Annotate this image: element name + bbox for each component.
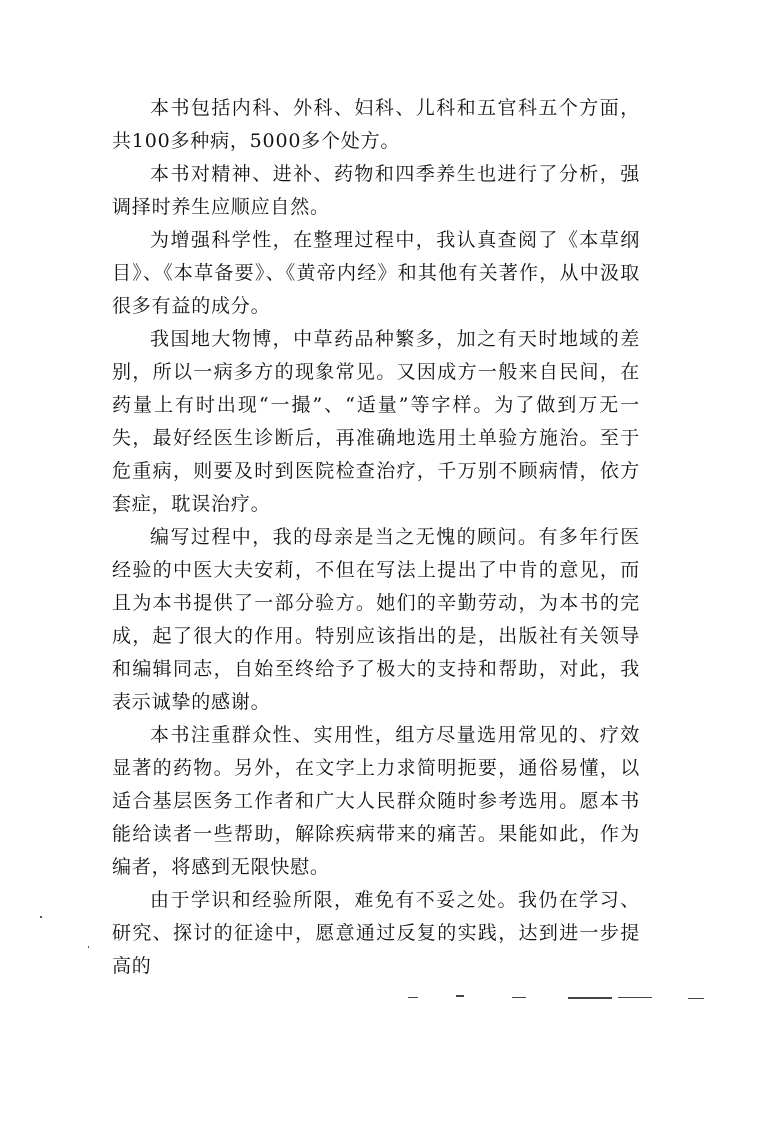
paragraph-practicality: 本书注重群众性、实用性，组方尽量选用常见的、疗效显著的药物。另外，在文字上力求简明扼要，通俗易懂，以适合基层医务工作者和广大人民群众随时参考选用。愿本书能给读者一些帮助，解除疾病带来的痛苦。果能如此，作为编者，将感到无限快慰。 <box>112 724 640 878</box>
scan-line-artifact <box>408 997 418 998</box>
paragraph-references: 为增强科学性，在整理过程中，我认真查阅了《本草纲目》、《本草备要》、《黄帝内经》和其他有关著作，从中汲取很多有益的成分。 <box>112 229 640 317</box>
scan-line-artifact <box>456 995 464 997</box>
scan-speck <box>40 916 42 918</box>
body-text <box>112 92 640 983</box>
paragraph-limitations: 由于学识和经验所限，难免有不妥之处。我仍在学习、研究、探讨的征途中，愿意通过反复的实践，达到进一步提高的 <box>112 889 640 977</box>
scan-line-artifact <box>688 998 704 999</box>
paragraph-health-preservation: 本书对精神、进补、药物和四季养生也进行了分析，强调择时养生应顺应自然。 <box>112 163 640 218</box>
scan-line-artifact <box>512 997 526 998</box>
paragraph-scope: 本书包括内科、外科、妇科、儿科和五官科五个方面，共100多种病，5000多个处方。 <box>112 97 640 152</box>
paragraph-acknowledgements: 编写过程中，我的母亲是当之无愧的顾问。有多年行医经验的中医大夫安莉，不但在写法上提出了中肯的意见，而且为本书提供了一部分验方。她们的辛勤劳动，为本书的完成，起了很大的作用。特别应该指出的是，出版社有关领导和编辑同志，自始至终给予了极大的支持和帮助，对此，我表示诚挚的感谢。 <box>112 526 640 713</box>
paragraph-herb-variety: 我国地大物博，中草药品种繁多，加之有天时地域的差别，所以一病多方的现象常见。又因成方一般来自民间，在药量上有时出现“一撮”、“适量”等字样。为了做到万无一失，最好经医生诊断后，再准确地选用土单验方施治。至于危重病，则要及时到医院检查治疗，千万别不顾病情，依方套症，耽误治疗。 <box>112 328 640 515</box>
scan-line-artifact <box>568 997 612 999</box>
scan-line-artifact <box>618 997 652 998</box>
scan-speck <box>88 946 89 948</box>
